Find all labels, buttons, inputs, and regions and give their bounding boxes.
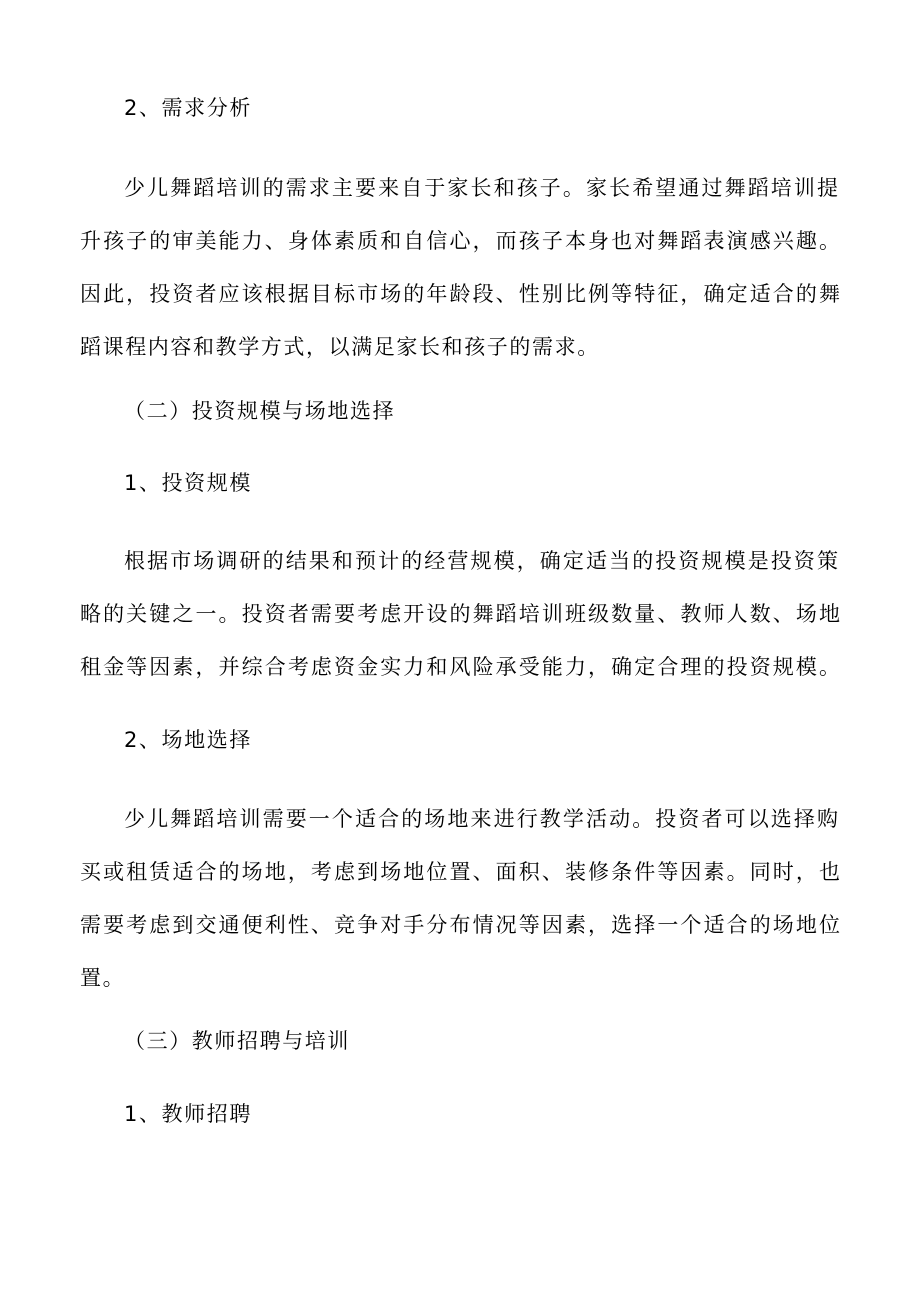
paragraph-line: 少儿舞蹈培训需要一个适合的场地来进行教学活动。投资者可以选择购 <box>124 807 838 831</box>
heading-venue-selection: 2、场地选择 <box>124 728 252 752</box>
paragraph-line: 少儿舞蹈培训的需求主要来自于家长和孩子。家长希望通过舞蹈培训提 <box>124 176 838 200</box>
section-heading-investment-venue: （二）投资规模与场地选择 <box>124 399 396 423</box>
heading-investment-scale: 1、投资规模 <box>124 471 252 495</box>
section-heading-teacher-recruitment-training: （三）教师招聘与培训 <box>124 1029 350 1053</box>
paragraph-line: 租金等因素，并综合考虑资金实力和风险承受能力，确定合理的投资规模。 <box>80 655 840 679</box>
heading-teacher-recruitment: 1、教师招聘 <box>124 1102 252 1126</box>
paragraph-line: 略的关键之一。投资者需要考虑开设的舞蹈培训班级数量、教师人数、场地 <box>80 602 840 626</box>
paragraph-line: 置。 <box>80 966 126 990</box>
paragraph-line: 因此，投资者应该根据目标市场的年龄段、性别比例等特征，确定适合的舞 <box>80 282 840 306</box>
paragraph-line: 升孩子的审美能力、身体素质和自信心，而孩子本身也对舞蹈表演感兴趣。 <box>80 229 840 253</box>
paragraph-line: 蹈课程内容和教学方式，以满足家长和孩子的需求。 <box>80 335 600 359</box>
heading-demand-analysis: 2、需求分析 <box>124 96 252 120</box>
paragraph-line: 买或租赁适合的场地，考虑到场地位置、面积、装修条件等因素。同时，也 <box>80 860 840 884</box>
paragraph-line: 根据市场调研的结果和预计的经营规模，确定适当的投资规模是投资策 <box>124 549 838 573</box>
paragraph-line: 需要考虑到交通便利性、竞争对手分布情况等因素，选择一个适合的场地位 <box>80 913 840 937</box>
